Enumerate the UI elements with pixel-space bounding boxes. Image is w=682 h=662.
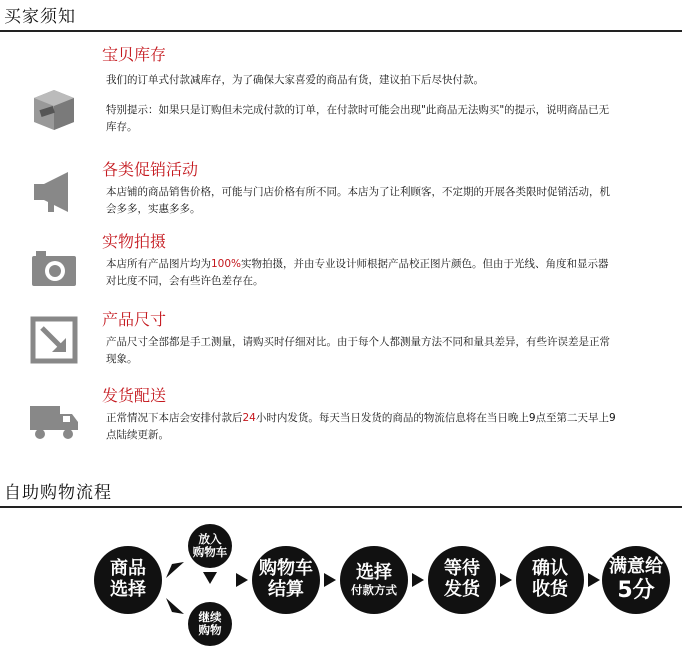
arrow-right-icon xyxy=(500,573,512,587)
camera-icon xyxy=(28,242,80,294)
arrow-right-icon xyxy=(236,573,248,587)
step-add-cart xyxy=(188,524,232,568)
step-cart-checkout xyxy=(252,546,320,614)
text-part: 小时内发货。每天当日发货的商品的物流信息将在当日晚上9点至第二天早上9点陆续更新。 xyxy=(106,412,616,441)
step-rate-five xyxy=(602,546,670,614)
step-line: 商品 xyxy=(110,558,146,580)
step-line: 购物 xyxy=(198,623,222,637)
arrow-up-right-icon xyxy=(164,560,186,580)
package-box-icon xyxy=(28,84,80,136)
step-line: 付款方式 xyxy=(351,582,397,597)
arrow-down-icon xyxy=(203,572,217,584)
item-title: 产品尺寸 xyxy=(102,310,167,329)
item-title: 发货配送 xyxy=(102,386,167,405)
text-part: 本店所有产品图片均为 xyxy=(106,258,211,270)
arrow-right-icon xyxy=(588,573,600,587)
step-line: 确认 xyxy=(532,558,568,580)
megaphone-icon xyxy=(28,166,80,218)
step-line: 发货 xyxy=(444,579,480,600)
item-text: 我们的订单式付款减库存，为了确保大家喜爱的商品有货，建议拍下后尽快付款。 xyxy=(106,74,484,86)
highlight-hours: 24 xyxy=(242,412,256,424)
step-line: 放入 xyxy=(198,531,222,546)
text-part: 正常情况下本店会安排付款后 xyxy=(106,412,243,424)
arrow-right-icon xyxy=(412,573,424,587)
step-line: 结算 xyxy=(268,579,304,600)
step-line: 5分 xyxy=(617,577,655,603)
flow-section-title: 自助购物流程 xyxy=(0,478,682,508)
step-wait-delivery xyxy=(428,546,496,614)
item-title: 宝贝库存 xyxy=(102,45,167,64)
step-confirm-receipt xyxy=(516,546,584,614)
shopping-flow xyxy=(0,512,682,662)
highlight-percent: 100% xyxy=(211,258,242,270)
resize-arrow-icon xyxy=(28,314,80,366)
step-select-goods xyxy=(94,546,162,614)
arrow-down-right-icon xyxy=(164,596,186,616)
step-line: 选择 xyxy=(356,562,392,584)
item-text: 特别提示：如果只是订购但未完成付款的订单，在付款时可能会出现"此商品无法购买"的提示，说明商品已无库存。 xyxy=(106,104,610,133)
delivery-truck-icon xyxy=(28,394,80,446)
item-title: 实物拍摄 xyxy=(102,232,167,251)
step-line: 等待 xyxy=(444,558,480,580)
step-choose-payment xyxy=(340,546,408,614)
text-part: 实物拍摄，并由专业设计师根据产品校正图片颜色。但由于光线、角度和显示器对比度不同，会有些许色差存在。 xyxy=(106,258,609,287)
step-line: 收货 xyxy=(532,579,568,600)
step-line: 满意给 xyxy=(609,556,663,577)
step-continue-shopping xyxy=(188,602,232,646)
item-title: 各类促销活动 xyxy=(102,160,199,179)
item-text: 产品尺寸全部都是手工测量，请购买时仔细对比。由于每个人都测量方法不同和量具差异，有些许误差是正常现象。 xyxy=(106,336,610,365)
notice-section-title: 买家须知 xyxy=(0,2,682,32)
step-line: 选择 xyxy=(110,579,146,600)
step-line: 购物车 xyxy=(192,545,228,559)
item-text xyxy=(106,256,616,290)
step-line: 购物车 xyxy=(259,558,313,580)
arrow-right-icon xyxy=(324,573,336,587)
step-line: 继续 xyxy=(198,609,222,624)
item-text: 本店铺的商品销售价格，可能与门店价格有所不同。本店为了让利顾客，不定期的开展各类限时促销活动，机会多多，实惠多多。 xyxy=(106,186,610,215)
item-text xyxy=(106,410,616,444)
